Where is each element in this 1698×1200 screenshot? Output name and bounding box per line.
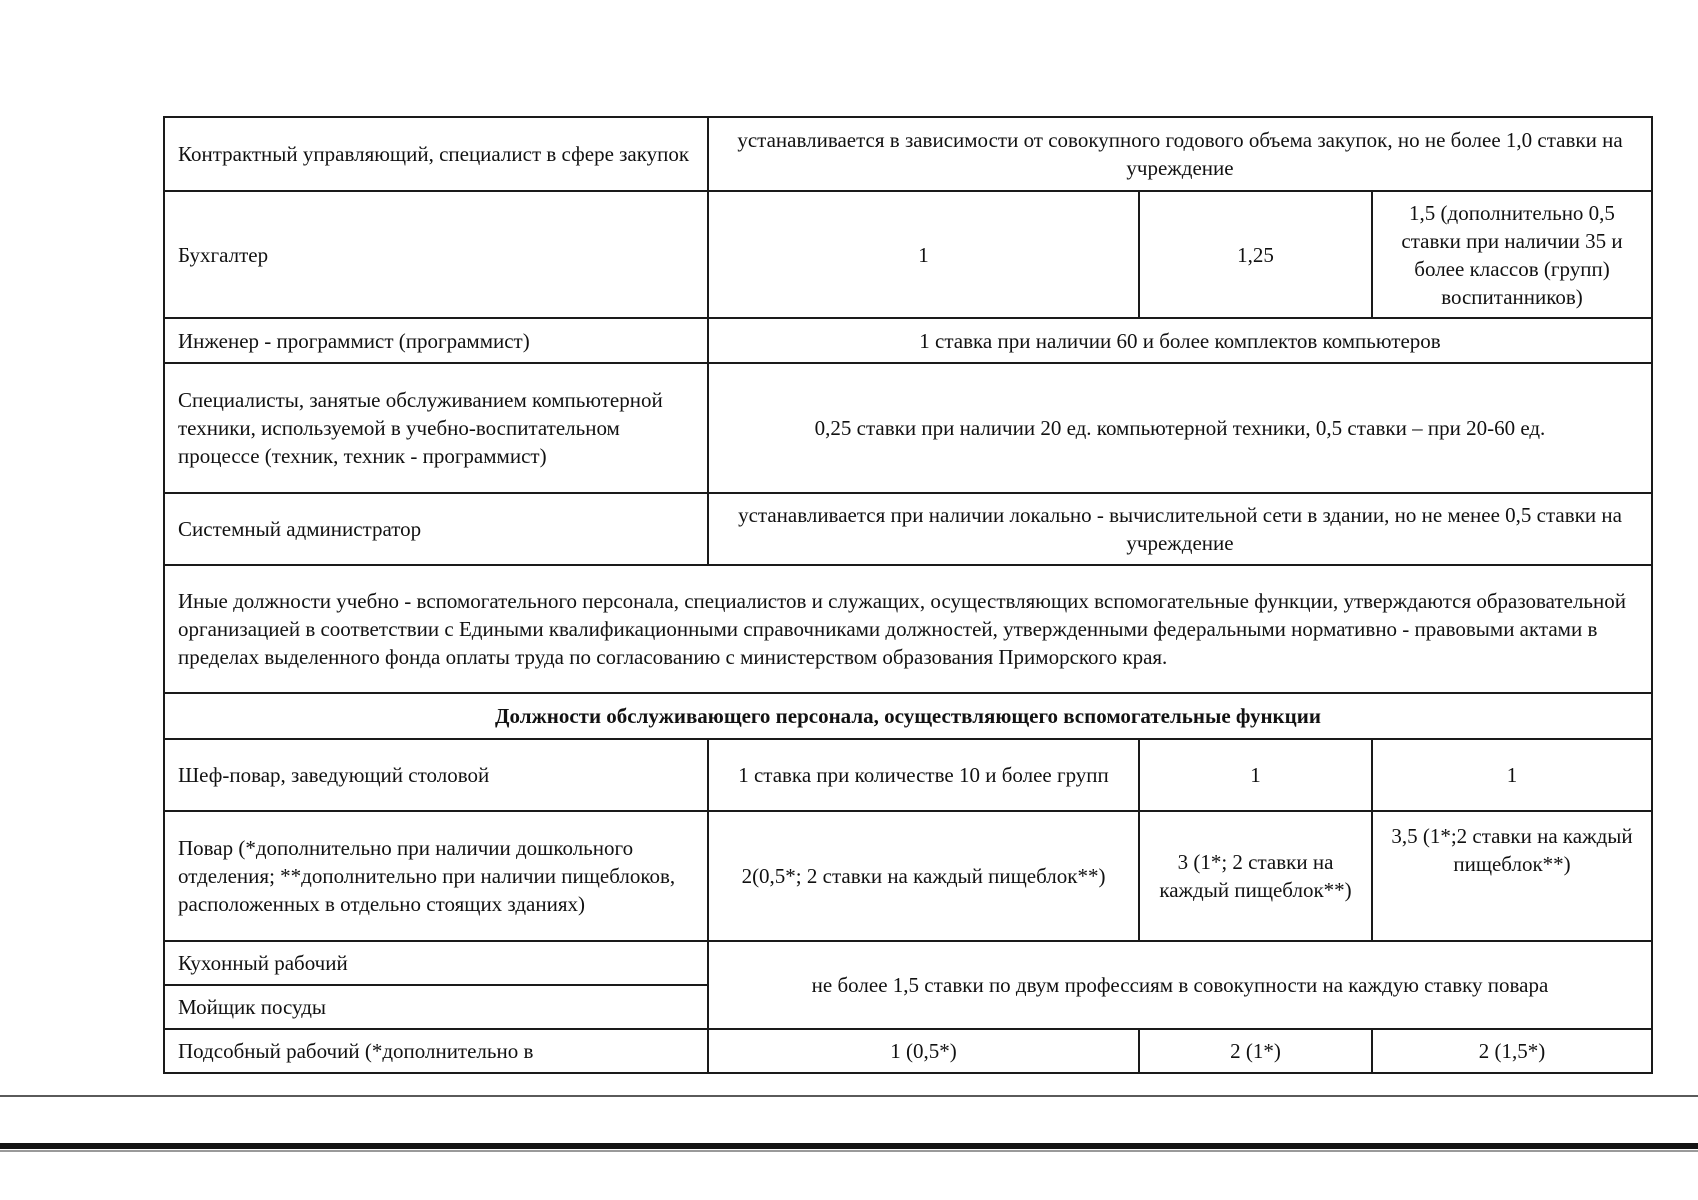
value-cell-col1: 1: [708, 191, 1139, 318]
page-divider-line: [0, 1095, 1698, 1097]
full-width-note-cell: Иные должности учебно - вспомогательного персонала, специалистов и служащих, осуществляющих вспомогательные функции, утверждаются образовательной организацией в соответствии с Едиными квалификационными справочниками должностей, утвержденными федеральными нормативно - правовыми актами в пределах выделенного фонда оплаты труда по согласованию с министерством образования Приморского края.: [164, 565, 1652, 693]
value-cell-col2: 1,25: [1139, 191, 1372, 318]
value-cell-col3: 2 (1,5*): [1372, 1029, 1652, 1073]
value-cell-col2: 3 (1*; 2 ставки на каждый пищеблок**): [1139, 811, 1372, 941]
value-cell-col2: 2 (1*): [1139, 1029, 1372, 1073]
value-cell-col3: 1,5 (дополнительно 0,5 ставки при наличии 35 и более классов (групп) воспитанников): [1372, 191, 1652, 318]
table-row: [164, 191, 1652, 318]
table-row: [164, 565, 1652, 693]
page-edge-shadow: [0, 1150, 1698, 1152]
position-cell: Специалисты, занятые обслуживанием компьютерной техники, используемой в учебно-воспитательном процессе (техник, техник - программист): [164, 363, 708, 493]
merged-value-cell: 0,25 ставки при наличии 20 ед. компьютерной техники, 0,5 ставки – при 20-60 ед.: [708, 363, 1652, 493]
position-cell: Шеф-повар, заведующий столовой: [164, 739, 708, 811]
position-cell: Контрактный управляющий, специалист в сфере закупок: [164, 117, 708, 191]
value-cell-col3: 1: [1372, 739, 1652, 811]
merged-value-cell: 1 ставка при наличии 60 и более комплектов компьютеров: [708, 318, 1652, 363]
staffing-table: [163, 116, 1653, 1074]
value-cell-col1: 2(0,5*; 2 ставки на каждый пищеблок**): [708, 811, 1139, 941]
position-cell: Кухонный рабочий: [164, 941, 708, 985]
merged-value-cell: не более 1,5 ставки по двум профессиям в совокупности на каждую ставку повара: [708, 941, 1652, 1029]
position-cell: Инженер - программист (программист): [164, 318, 708, 363]
section-header-row: [164, 693, 1652, 739]
position-cell: Повар (*дополнительно при наличии дошкольного отделения; **дополнительно при наличии пищеблоков, расположенных в отдельно стоящих зданиях): [164, 811, 708, 941]
merged-value-cell: устанавливается в зависимости от совокупного годового объема закупок, но не более 1,0 ставки на учреждение: [708, 117, 1652, 191]
table-row: [164, 739, 1652, 811]
table-row: [164, 941, 1652, 985]
merged-value-cell: устанавливается при наличии локально - вычислительной сети в здании, но не менее 0,5 ставки на учреждение: [708, 493, 1652, 565]
staffing-table-container: [163, 116, 1651, 1074]
table-row: [164, 1029, 1652, 1073]
table-row: [164, 811, 1652, 941]
table-row: [164, 493, 1652, 565]
value-cell-col2: 1: [1139, 739, 1372, 811]
table-row: [164, 117, 1652, 191]
value-cell-col1: 1 ставка при количестве 10 и более групп: [708, 739, 1139, 811]
value-cell-col3: 3,5 (1*;2 ставки на каждый пищеблок**): [1372, 811, 1652, 941]
position-cell: Системный администратор: [164, 493, 708, 565]
position-cell: Мойщик посуды: [164, 985, 708, 1029]
position-cell: Подсобный рабочий (*дополнительно в: [164, 1029, 708, 1073]
page-edge-line: [0, 1143, 1698, 1149]
table-row: [164, 318, 1652, 363]
section-header-cell: Должности обслуживающего персонала, осуществляющего вспомогательные функции: [164, 693, 1652, 739]
position-cell: Бухгалтер: [164, 191, 708, 318]
table-row: [164, 363, 1652, 493]
value-cell-col1: 1 (0,5*): [708, 1029, 1139, 1073]
